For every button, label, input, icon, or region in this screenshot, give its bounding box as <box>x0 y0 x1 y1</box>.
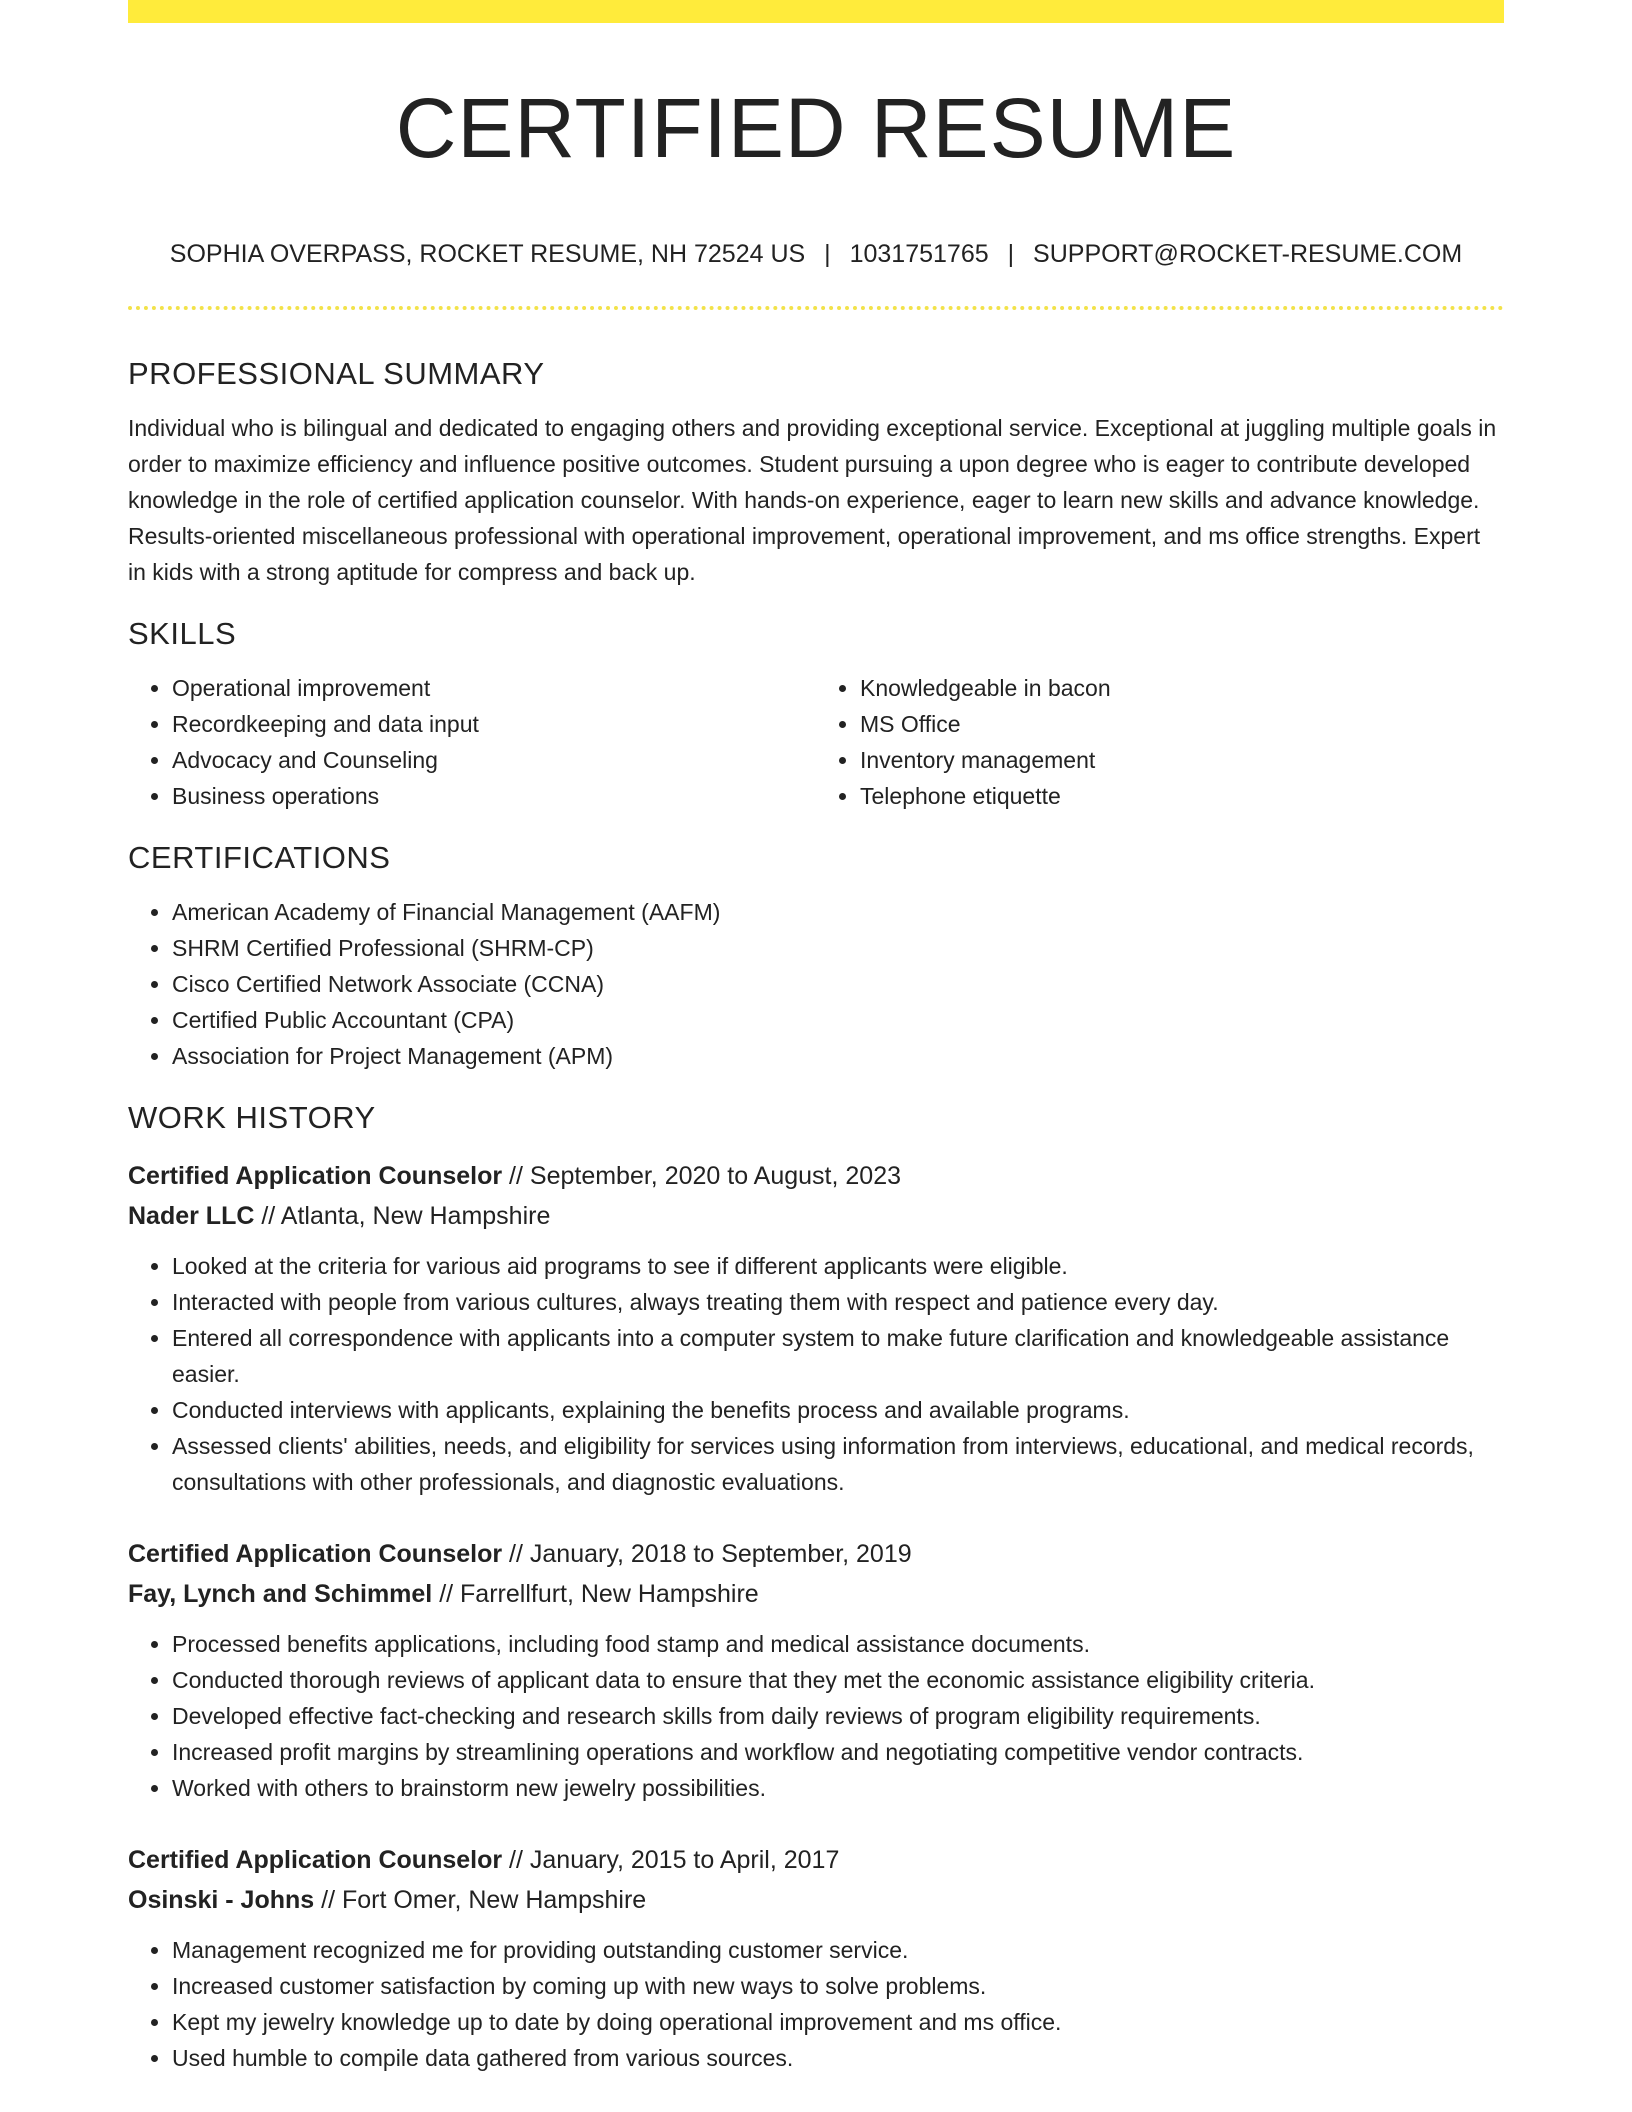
job-bullet: • Conducted thorough reviews of applicant data to ensure that they met the economic assistance eligibility criteria. <box>172 1662 1504 1698</box>
job-title-line <box>128 1840 1504 1880</box>
job-company: Osinski - Johns <box>128 1886 315 1914</box>
job-title: Certified Application Counselor <box>128 1162 503 1190</box>
job-location: // Farrellfurt, New Hampshire <box>432 1580 759 1608</box>
job-bullet: • Entered all correspondence with applicants into a computer system to make future clarification and knowledgeable assistance easier. <box>172 1320 1504 1392</box>
certification-item: • Cisco Certified Network Associate (CCNA) <box>172 966 1504 1002</box>
job-bullet: • Interacted with people from various cultures, always treating them with respect and patience every day. <box>172 1284 1504 1320</box>
job-title: Certified Application Counselor <box>128 1846 503 1874</box>
header-divider <box>128 306 1504 310</box>
job-bullets <box>128 1248 1504 1500</box>
certification-item: • Certified Public Accountant (CPA) <box>172 1002 1504 1038</box>
job-bullet: • Kept my jewelry knowledge up to date by doing operational improvement and ms office. <box>172 2004 1504 2040</box>
job-title-line <box>128 1156 1504 1196</box>
job-title-line <box>128 1534 1504 1574</box>
certification-item: • American Academy of Financial Management (AAFM) <box>172 894 1504 930</box>
certification-item: • Association for Project Management (APM) <box>172 1038 1504 1074</box>
skill-item: • Inventory management <box>860 742 1504 778</box>
job-dates: // January, 2018 to September, 2019 <box>502 1540 912 1568</box>
top-accent-bar <box>128 0 1504 23</box>
skill-item: • Business operations <box>172 778 816 814</box>
job-company-line <box>128 1880 1504 1920</box>
job-bullet: • Assessed clients' abilities, needs, and eligibility for services using information from interviews, educational, and medical records, consultations with other professionals, and diagnostic evaluations. <box>172 1428 1504 1500</box>
skills-list-left <box>128 670 816 814</box>
skills-list-right <box>816 670 1504 814</box>
work-history-heading: WORK HISTORY <box>128 1100 376 1135</box>
skills-columns <box>128 670 1504 814</box>
job-bullet: • Increased customer satisfaction by coming up with new ways to solve problems. <box>172 1968 1504 2004</box>
job-company-line <box>128 1196 1504 1236</box>
skill-item: • Advocacy and Counseling <box>172 742 816 778</box>
job-bullets <box>128 1626 1504 1806</box>
contact-address: SOPHIA OVERPASS, ROCKET RESUME, NH 72524 US <box>169 240 806 268</box>
certifications-heading: CERTIFICATIONS <box>128 840 391 875</box>
skill-item: • Knowledgeable in bacon <box>860 670 1504 706</box>
job-bullet: • Increased profit margins by streamlining operations and workflow and negotiating competitive vendor contracts. <box>172 1734 1504 1770</box>
job-bullet: • Used humble to compile data gathered from various sources. <box>172 2040 1504 2076</box>
job-bullet: • Worked with others to brainstorm new jewelry possibilities. <box>172 1770 1504 1806</box>
job-bullet: • Developed effective fact-checking and research skills from daily reviews of program eligibility requirements. <box>172 1698 1504 1734</box>
job-entry <box>128 1840 1504 2076</box>
contact-separator: | <box>1007 240 1015 268</box>
job-dates: // September, 2020 to August, 2023 <box>502 1162 902 1190</box>
job-location: // Atlanta, New Hampshire <box>254 1202 551 1230</box>
job-entry <box>128 1534 1504 1806</box>
job-location: // Fort Omer, New Hampshire <box>314 1886 647 1914</box>
certification-item: • SHRM Certified Professional (SHRM-CP) <box>172 930 1504 966</box>
job-bullets <box>128 1932 1504 2076</box>
job-bullet: • Management recognized me for providing outstanding customer service. <box>172 1932 1504 1968</box>
certifications-list <box>128 894 1504 1074</box>
resume-content <box>128 352 1504 2076</box>
skill-item: • Telephone etiquette <box>860 778 1504 814</box>
contact-email: SUPPORT@ROCKET-RESUME.COM <box>1033 240 1463 268</box>
job-company-line <box>128 1574 1504 1614</box>
skill-item: • Recordkeeping and data input <box>172 706 816 742</box>
summary-text: Individual who is bilingual and dedicated to engaging others and providing exceptional service. Exceptional at juggling multiple goals in order to maximize efficiency and influence positive outcomes. Student pursuing a upon degree who is eager to contribute developed knowledge in the role of certified application counselor. With hands-on experience, eager to learn new skills and advance knowledge. Results-oriented miscellaneous professional with operational improvement, operational improvement, and ms office strengths. Expert in kids with a strong aptitude for compress and back up. <box>128 415 1497 585</box>
resume-title: CERTIFIED RESUME <box>395 81 1237 175</box>
skills-heading: SKILLS <box>128 616 237 651</box>
contact-line <box>128 238 1504 270</box>
job-dates: // January, 2015 to April, 2017 <box>502 1846 840 1874</box>
job-company: Fay, Lynch and Schimmel <box>128 1580 433 1608</box>
job-title: Certified Application Counselor <box>128 1540 503 1568</box>
skill-item: • Operational improvement <box>172 670 816 706</box>
skill-item: • MS Office <box>860 706 1504 742</box>
job-entry <box>128 1156 1504 1500</box>
job-company: Nader LLC <box>128 1202 255 1230</box>
job-bullet: • Processed benefits applications, including food stamp and medical assistance documents. <box>172 1626 1504 1662</box>
summary-heading: PROFESSIONAL SUMMARY <box>128 356 545 391</box>
contact-phone: 1031751765 <box>849 240 989 268</box>
job-bullet: • Conducted interviews with applicants, explaining the benefits process and available programs. <box>172 1392 1504 1428</box>
contact-separator: | <box>824 240 831 268</box>
job-bullet: • Looked at the criteria for various aid programs to see if different applicants were eligible. <box>172 1248 1504 1284</box>
